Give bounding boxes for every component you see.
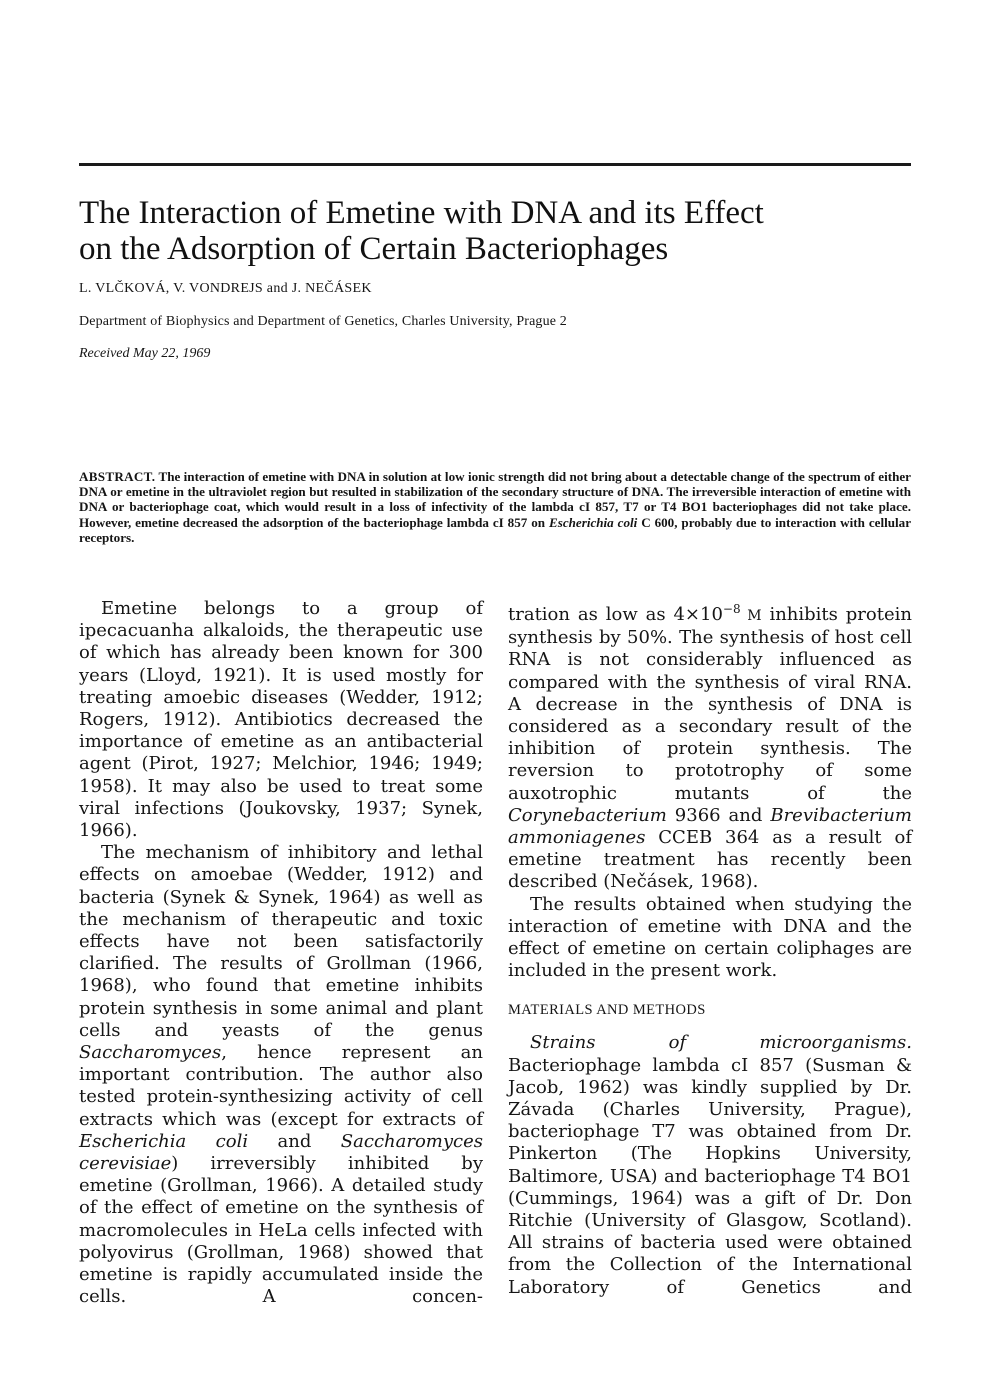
section-heading: MATERIALS AND METHODS [508,1002,706,1019]
right-paragraph-3 [508,1032,912,1298]
right-paragraph-2: The results obtained when studying the interaction of emetine with DNA and the effect of emetine on certain coliphages are included in the present work. [508,893,912,982]
abstract-label: ABSTRACT. [79,469,156,484]
article-title [79,195,919,267]
right-p1-exponent: −8 [722,602,741,616]
left-column [79,598,483,1309]
right-p1-brevibacterium: Brevibacterium ammoniagenes [508,804,912,849]
abstract [79,469,911,545]
right-p1-text-d: CCEB 364 as a result of emetine treatment has recently been described (Nečásek, 1968). [508,827,912,893]
title-line-1: The Interaction of Emetine with DNA and its Effect [79,195,764,231]
left-p2-saccharomyces: Saccharomyces [79,1042,222,1064]
authors: L. VLČKOVÁ, V. VONDREJS and J. NEČÁSEK [79,281,372,296]
affiliation: Department of Biophysics and Department of Genetics, Charles University, Prague 2 [79,314,567,329]
abstract-text: The interaction of emetine with DNA in solution at low ionic strength did not bring about a detectable change of the spectrum of either DNA or emetine in the ultraviolet region but resulted in stabilization of the secondary structure of DNA. The irreversible interaction of emetine with DNA or bacteriophage coat, which would result in a loss of infectivity of the lambda cI 857, T7 or T4 BO1 bacteriophages did not take place. However, emetine decreased the adsorption of the bacteriophage lambda cI 857 on [79,469,911,530]
right-p1-text-b: inhibits protein synthesis by 50%. The synthesis of host cell RNA is not considerably influenced as compared with the synthesis of viral RNA. A decrease in the synthesis of DNA is considered as a secondary result of the inhibition of protein synthesis. The reversion to prototrophy of some auxotrophic mutants of the [508,604,912,804]
left-paragraph-1: Emetine belongs to a group of ipecacuanha alkaloids, the therapeutic use of which has already been known for 300 years (Lloyd, 1921). It is used mostly for treating amoebic diseases (Wedder, 1912; Rogers, 1912). Antibiotics decreased the importance of emetine as an antibacterial agent (Pirot, 1927; Melchior, 1946; 1949; 1958). It may also be used to treat some viral infections (Joukovsky, 1937; Synek, 1966). [79,598,483,842]
right-p1-corynebacterium: Corynebacterium [508,804,667,826]
left-p2-ecoli: Escherichia coli [79,1130,249,1152]
left-p2-text-c: and [248,1130,341,1152]
abstract-text-end: C 600, probably due to interaction with cellular receptors. [79,514,912,545]
left-p2-text-b: , hence represent an important contribution. The author also tested protein-synthesizing activity of cell extracts which was (except for extracts of [79,1042,483,1130]
right-column [508,598,912,1299]
right-p1-text-a: tration as low as 4×10 [508,604,723,625]
left-paragraph-2 [79,842,483,1308]
right-p3-label: Strains of microorganisms. [530,1032,912,1054]
title-line-2: on the Adsorption of Certain Bacteriophages [79,231,669,267]
right-p1-text-c: 9366 and [666,804,771,826]
left-p2-scerevisiae: Saccharomyces cerevisiae [79,1130,483,1175]
right-p1-unit: M [740,608,762,624]
left-p2-text-a: The mechanism of inhibitory and lethal effects on amoebae (Wedder, 1912) and bacteria (Synek & Synek, 1964) as well as the mechanism of therapeutic and toxic effects have not been satisfactorily clarified. The results of Grollman (1966, 1968), who found that emetine inhibits protein synthesis in some animal and plant cells and yeasts of the genus [79,842,483,1041]
left-p2-text-d: ) irreversibly inhibited by emetine (Grollman, 1966). A detailed study of the effect of emetine on the synthesis of macromolecules in HeLa cells infected with polyovirus (Grollman, 1968) showed that emetine is rapidly accumulated inside the cells. A concen- [79,1153,483,1308]
right-p3-text: Bacteriophage lambda cI 857 (Susman & Jacob, 1962) was kindly supplied by Dr. Závada (Charles University, Prague), bacteriophage T7 was obtained from Dr. Pinkerton (The Hopkins University, Baltimore, USA) and bacteriophage T4 BO1 (Cummings, 1964) was a gift of Dr. Don Ritchie (University of Glasgow, Scotland). All strains of bacteria used were obtained from the Collection of the International Laboratory of Genetics and [508,1054,912,1298]
top-rule [79,163,911,166]
received-date: Received May 22, 1969 [79,346,211,361]
abstract-organism: Escherichia coli [548,514,638,530]
right-paragraph-1 [508,598,912,894]
